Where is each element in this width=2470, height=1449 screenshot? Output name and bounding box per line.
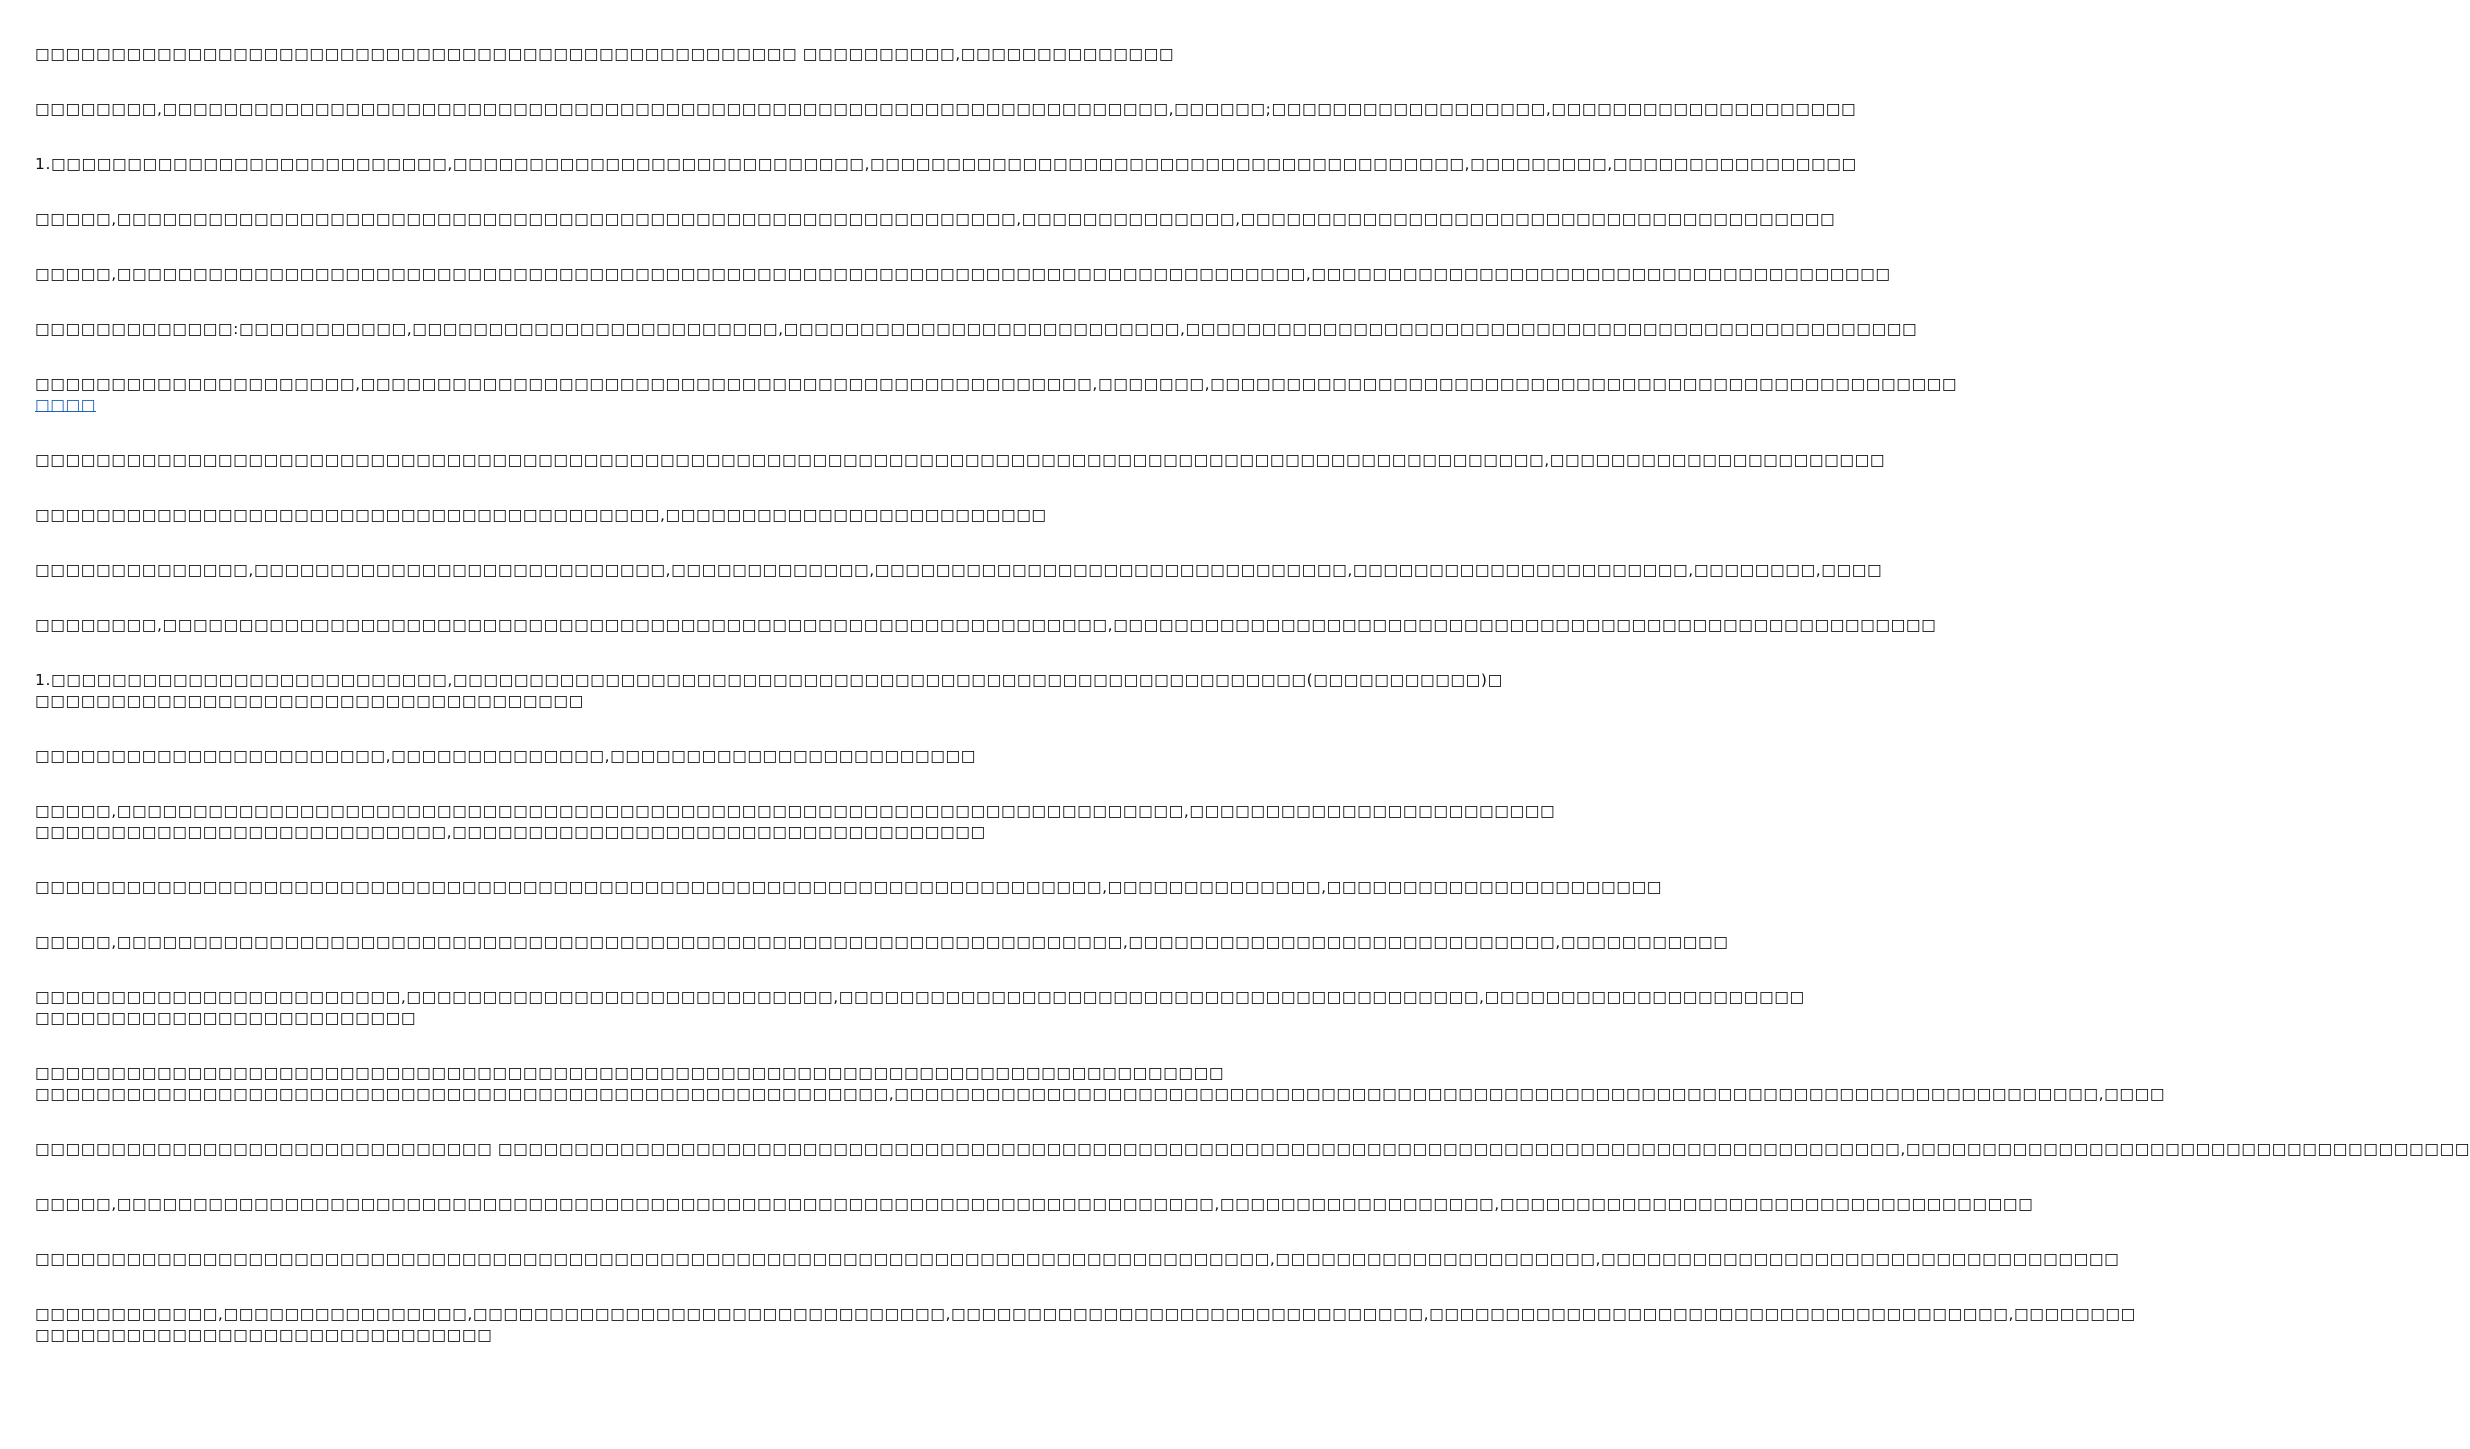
- text-line: □□□□□□□□□□□□□□□□□□□□□□□□□□□□□□□□□□□□: [35, 692, 584, 710]
- paragraph: [35, 1249, 2120, 1270]
- paragraph: [35, 154, 1857, 175]
- paragraph: [35, 505, 1047, 526]
- text-line: □□□□□□□□□□□□□□□□□□□□□,□□□□□□□□□□□□□□□□□□□□□□□□□□□□□□□□□□□□□□□□□□□□□□□□,□□□□□□□,□□□□□□□□□□□□□□□□□□□□□□□□□□□□□□□□□□□□□□□□□□□□□□□□□: [35, 375, 1958, 393]
- paragraph: [35, 877, 1662, 898]
- text-line: □□□□□□□□□□□□□□□□□□□□□□□□□□□□□□: [35, 1326, 493, 1344]
- text-line: □□□□□□□□□□□□□□□□□□□□□□□□□□□□□□□□□□□□□□□□□□□□□□□□□□□□□□□□□□□□□□□□□□□□□□□□□□□□□□□□□□□□□□□□□□□□□□□□□□□,□□□□□□□□□□□□□□□□□□□□□□: [35, 451, 1886, 469]
- text-line: □□□□□□□□□□□□□□□□□□□□□□□□□□□□□□ □□□□□□□□□□□□□□□□□□□□□□□□□□□□□□□□□□□□□□□□□□□□□□□□□□□□□□□□□□□□□□□□□□□□□□□□□□□□□□□□□□□□□□□□□□□□,□□□□□□□□□□□□□□□□□□□□□□□□□□□□□□□□□□□□□: [35, 1140, 2470, 1158]
- text-line: □□□□□□□□□□□□□□□□□□□□□□□□,□□□□□□□□□□□□□□□□□□□□□□□□□□□□,□□□□□□□□□□□□□□□□□□□□□□□□□□□□□□□□□□□□□□□□□□,□□□□□□□□□□□□□□□□□□□□□: [35, 988, 1805, 1006]
- text-line: □□□□□□□□□□□□□□□□□□□□□□□□□□□□□□□□□□□□□□□□□,□□□□□□□□□□□□□□□□□□□□□□□□□: [35, 506, 1047, 524]
- paragraph: [35, 932, 1729, 953]
- text-line: □□□□□□□□□□□□□□,□□□□□□□□□□□□□□□□□□□□□□□□□□□,□□□□□□□□□□□□□,□□□□□□□□□□□□□□□□□□□□□□□□□□□□□□□,□□□□□□□□□□□□□□□□□□□□□□,□□□□□□□□,□□□□: [35, 561, 1883, 579]
- text-line: □□□□□□□□□□□□,□□□□□□□□□□□□□□□□,□□□□□□□□□□□□□□□□□□□□□□□□□□□□□□□,□□□□□□□□□□□□□□□□□□□□□□□□□□□□□□□,□□□□□□□□□□□□□□□□□□□□□□□□□□□□□□□□□□□□□□,□□□□□□□□: [35, 1305, 2136, 1323]
- text-line: □□□□□□□□□□□□□:□□□□□□□□□□□,□□□□□□□□□□□□□□□□□□□□□□□□,□□□□□□□□□□□□□□□□□□□□□□□□□□,□□□□□□□□□□□□□□□□□□□□□□□□□□□□□□□□□□□□□□□□□□□□□□□□: [35, 320, 1918, 338]
- text-line: □□□□□□□□,□□□□□□□□□□□□□□□□□□□□□□□□□□□□□□□□□□□□□□□□□□□□□□□□□□□□□□□□□□□□□□,□□□□□□□□□□□□□□□□□□□□□□□□□□□□□□□□□□□□□□□□□□□□□□□□□□□□□□: [35, 616, 1937, 634]
- paragraph: [35, 670, 1503, 712]
- paragraph: [35, 746, 989, 767]
- text-line: □□□□□□□□□□□□□□□□□□□□□□□,□□□□□□□□□□□□□□,□□□□□□□□□□□□□□□□□□□□□□□□: [35, 747, 976, 765]
- text-line: □□□□□□□□□□□□□□□□□□□□□□□□□□□□□□□□□□□□□□□□□□□□□□□□□□□□□□□□□□□□□□□□□□□□□□□□□□□□□□: [35, 1064, 1225, 1082]
- text-line: □□□□□,□□□□□□□□□□□□□□□□□□□□□□□□□□□□□□□□□□□□□□□□□□□□□□□□□□□□□□□□□□□□□□□□□□□□□□□□,□□□□□□□□□□□□□□□□□□,□□□□□□□□□□□□□□□□□□□□□□□□□□□□□□□□□□□: [35, 1195, 2034, 1213]
- paragraph: [35, 987, 1805, 1029]
- document-body: [35, 44, 2470, 1380]
- paragraph: [35, 560, 1883, 581]
- paragraph: [35, 450, 1886, 471]
- text-line: 1.□□□□□□□□□□□□□□□□□□□□□□□□□□,□□□□□□□□□□□□□□□□□□□□□□□□□□□□□□□□□□□□□□□□□□□□□□□□□□□□□□□□(□□□□□□□□□□□)□: [35, 671, 1503, 689]
- paragraph: [35, 209, 1836, 230]
- text-line: □□□□□□□□□□□□□□□□□□□□□□□□□□□□□□□□□□□□□□□□□□□□□□□□□□□□□□□□□□□□□□□□□□□□□□□□□□□□□□□□□,□□□□□□□□□□□□□□□□□□□□□,□□□□□□□□□□□□□□□□□□□□□□□□□□□□□□□□□□: [35, 1250, 2120, 1268]
- text-line: □□□□□,□□□□□□□□□□□□□□□□□□□□□□□□□□□□□□□□□□□□□□□□□□□□□□□□□□□□□□□□□□□□□□□□□□□□□□□□□□□□□□,□□□□□□□□□□□□□□□□□□□□□□□□□□□□□□□□□□□□□□: [35, 265, 1891, 283]
- paragraph: [35, 44, 1175, 65]
- paragraph: [35, 801, 1556, 843]
- paragraph: [35, 1139, 2470, 1160]
- text-line: □□□□□,□□□□□□□□□□□□□□□□□□□□□□□□□□□□□□□□□□□□□□□□□□□□□□□□□□□□□□□□□□□□□□□□□□□□□□,□□□□□□□□□□□□□□□□□□□□□□□□: [35, 802, 1556, 820]
- paragraph: [35, 1304, 2136, 1346]
- paragraph: [35, 1194, 2034, 1215]
- text-line: □□□□□□□□□□□□□□□□□□□□□□□□□□□□□□□□□□□□□□□□□□□□□□□□□□□□□□□□,□□□□□□□□□□□□□□□□□□□□□□□□□□□□□□□□□□□□□□□□□□□□□□□□□□□□□□□□□□□□□□□□□□□□□□□□□□□□□□□,□□□□: [35, 1085, 2166, 1103]
- paragraph: [35, 319, 1918, 340]
- text-line: □□□□□,□□□□□□□□□□□□□□□□□□□□□□□□□□□□□□□□□□□□□□□□□□□□□□□□□□□□□□□□□□□,□□□□□□□□□□□□□□,□□□□□□□□□□□□□□□□□□□□□□□□□□□□□□□□□□□□□□□: [35, 210, 1836, 228]
- paragraph: [35, 615, 1937, 636]
- text-line: □□□□□,□□□□□□□□□□□□□□□□□□□□□□□□□□□□□□□□□□□□□□□□□□□□□□□□□□□□□□□□□□□□□□□□□□,□□□□□□□□□□□□□□□□□□□□□□□□□□□□,□□□□□□□□□□□: [35, 933, 1729, 951]
- text-line: 1.□□□□□□□□□□□□□□□□□□□□□□□□□□,□□□□□□□□□□□□□□□□□□□□□□□□□□□,□□□□□□□□□□□□□□□□□□□□□□□□□□□□□□□□□□□□□□□,□□□□□□□□□,□□□□□□□□□□□□□□□□: [35, 155, 1857, 173]
- text-line: □□□□□□□□,□□□□□□□□□□□□□□□□□□□□□□□□□□□□□□□□□□□□□□□□□□□□□□□□□□□□□□□□□□□□□□□□□□,□□□□□□;□□□□□□□□□□□□□□□□□□,□□□□□□□□□□□□□□□□□□□□: [35, 100, 1857, 118]
- text-line: □□□□□□□□□□□□□□□□□□□□□□□□□□□□□□□□□□□□□□□□□□□□□□□□□□ □□□□□□□□□□,□□□□□□□□□□□□□□: [35, 45, 1175, 63]
- text-line: □□□□□□□□□□□□□□□□□□□□□□□□□□□,□□□□□□□□□□□□□□□□□□□□□□□□□□□□□□□□□□□: [35, 823, 986, 841]
- inline-link[interactable]: □□□□: [35, 396, 96, 414]
- paragraph: [35, 374, 1958, 416]
- text-line: □□□□□□□□□□□□□□□□□□□□□□□□□□□□□□□□□□□□□□□□□□□□□□□□□□□□□□□□□□□□□□□□□□□□□□,□□□□□□□□□□□□□□,□□□□□□□□□□□□□□□□□□□□□□: [35, 878, 1662, 896]
- text-line: □□□□□□□□□□□□□□□□□□□□□□□□□: [35, 1009, 417, 1027]
- paragraph: [35, 264, 1891, 285]
- paragraph: [35, 99, 1857, 120]
- paragraph: [35, 1063, 2166, 1105]
